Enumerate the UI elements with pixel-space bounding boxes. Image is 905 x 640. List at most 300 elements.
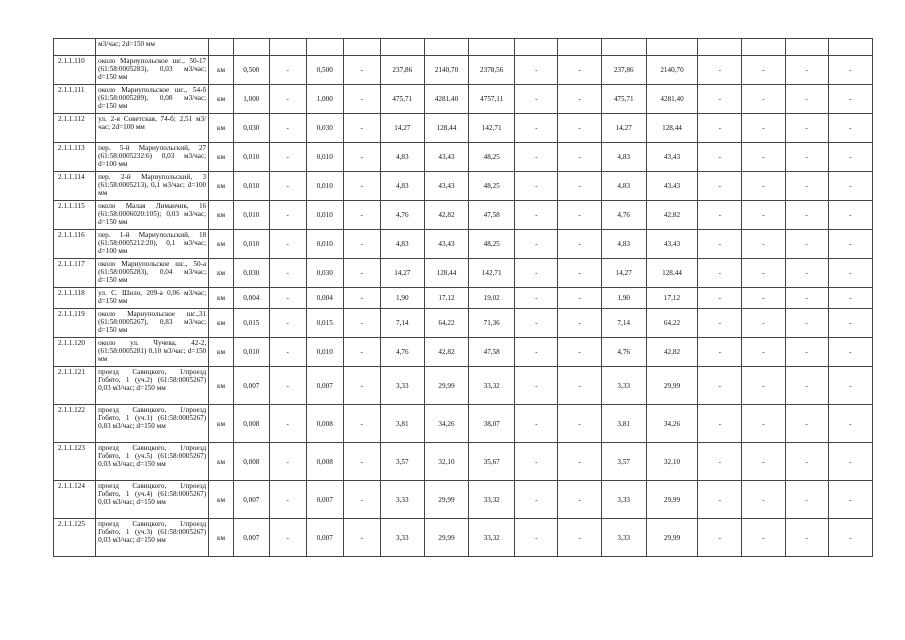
row-value-v7: 48,25 bbox=[469, 143, 515, 172]
row-value-v4: - bbox=[343, 56, 380, 85]
row-value-v8: - bbox=[515, 85, 558, 114]
table-row bbox=[54, 172, 873, 201]
row-value-v15: - bbox=[828, 114, 872, 143]
row-value-v12: - bbox=[698, 443, 742, 481]
row-unit: км bbox=[209, 201, 234, 230]
row-value-v10: 237,86 bbox=[601, 56, 646, 85]
row-value-v14: - bbox=[785, 56, 828, 85]
cell bbox=[646, 39, 697, 56]
row-description: проезд Савицкого, 1/проезд Гобято, 1 (уч.1) (61:58:0005267) 0,83 м3/час; d=150 мм bbox=[96, 405, 209, 443]
row-value-v11: 43,43 bbox=[646, 143, 697, 172]
table-row bbox=[54, 443, 873, 481]
row-description: ул. С. Шило, 209-а 0,06 м3/час; d=150 мм bbox=[96, 288, 209, 309]
row-value-v11: 4281,40 bbox=[646, 85, 697, 114]
row-value-v3: 0,004 bbox=[306, 288, 343, 309]
row-value-v10: 4,83 bbox=[601, 230, 646, 259]
row-value-v6: 29,99 bbox=[424, 367, 468, 405]
cell bbox=[601, 39, 646, 56]
table-row bbox=[54, 405, 873, 443]
row-value-v13: - bbox=[742, 230, 785, 259]
row-code: 2.1.1.114 bbox=[54, 172, 96, 201]
row-value-v15: - bbox=[828, 405, 872, 443]
row-value-v7: 48,25 bbox=[469, 230, 515, 259]
row-value-v15: - bbox=[828, 519, 872, 557]
row-code: 2.1.1.119 bbox=[54, 309, 96, 338]
row-value-v3: 0,010 bbox=[306, 201, 343, 230]
table-row bbox=[54, 201, 873, 230]
row-value-v6: 32,10 bbox=[424, 443, 468, 481]
row-value-v3: 0,007 bbox=[306, 367, 343, 405]
row-value-v11: 43,43 bbox=[646, 172, 697, 201]
cell bbox=[515, 39, 558, 56]
table-row bbox=[54, 143, 873, 172]
cell bbox=[380, 39, 424, 56]
row-value-v7: 142,71 bbox=[469, 259, 515, 288]
row-value-v2: - bbox=[269, 309, 306, 338]
row-value-v3: 0,030 bbox=[306, 259, 343, 288]
row-value-v10: 3,33 bbox=[601, 519, 646, 557]
row-value-v7: 2378,56 bbox=[469, 56, 515, 85]
row-value-v9: - bbox=[558, 85, 601, 114]
row-description: около ул. Чучева, 42-2, (61:58:0005281) 0,10 м3/час; d=150 мм bbox=[96, 338, 209, 367]
row-value-v1: 0,008 bbox=[233, 443, 269, 481]
row-value-v12: - bbox=[698, 309, 742, 338]
row-value-v9: - bbox=[558, 143, 601, 172]
row-value-v2: - bbox=[269, 367, 306, 405]
row-value-v12: - bbox=[698, 405, 742, 443]
row-value-v7: 35,67 bbox=[469, 443, 515, 481]
row-value-v8: - bbox=[515, 201, 558, 230]
row-value-v14: - bbox=[785, 443, 828, 481]
row-value-v2: - bbox=[269, 338, 306, 367]
row-description: пер. 1-й Мариупольский, 18 (61:58:0005212:20), 0,1 м3/час; d=100 мм bbox=[96, 230, 209, 259]
table-row bbox=[54, 114, 873, 143]
row-value-v4: - bbox=[343, 443, 380, 481]
row-description: проезд Савицкого, 1/проезд Гобято, 1 (уч.5) (61:58:0005267) 0,03 м3/час; d=150 мм bbox=[96, 443, 209, 481]
row-value-v4: - bbox=[343, 519, 380, 557]
row-value-v10: 4,83 bbox=[601, 143, 646, 172]
table-row bbox=[54, 367, 873, 405]
row-value-v9: - bbox=[558, 519, 601, 557]
row-value-v1: 0,030 bbox=[233, 114, 269, 143]
row-code: 2.1.1.115 bbox=[54, 201, 96, 230]
row-value-v8: - bbox=[515, 288, 558, 309]
row-value-v5: 3,81 bbox=[380, 405, 424, 443]
row-value-v4: - bbox=[343, 481, 380, 519]
row-description: около Мариупольское шс., 50-а (61:58:0005283), 0,04 м3/час; d=150 мм bbox=[96, 259, 209, 288]
row-code: 2.1.1.110 bbox=[54, 56, 96, 85]
table-row bbox=[54, 519, 873, 557]
row-description: пер. 5-й Мариупольский, 27 (61:58:0005232:6) 0,03 м3/час; d=100 мм bbox=[96, 143, 209, 172]
row-value-v11: 43,43 bbox=[646, 230, 697, 259]
row-value-v9: - bbox=[558, 443, 601, 481]
row-value-v2: - bbox=[269, 201, 306, 230]
row-value-v10: 1,90 bbox=[601, 288, 646, 309]
row-value-v4: - bbox=[343, 367, 380, 405]
row-value-v9: - bbox=[558, 230, 601, 259]
row-value-v10: 7,14 bbox=[601, 309, 646, 338]
cell bbox=[558, 39, 601, 56]
row-value-v13: - bbox=[742, 367, 785, 405]
row-unit: км bbox=[209, 172, 234, 201]
row-value-v14: - bbox=[785, 288, 828, 309]
row-value-v2: - bbox=[269, 288, 306, 309]
row-value-v10: 3,57 bbox=[601, 443, 646, 481]
row-code: 2.1.1.113 bbox=[54, 143, 96, 172]
table-row bbox=[54, 39, 873, 56]
row-value-v1: 0,030 bbox=[233, 259, 269, 288]
row-value-v4: - bbox=[343, 309, 380, 338]
row-value-v13: - bbox=[742, 443, 785, 481]
row-value-v13: - bbox=[742, 405, 785, 443]
row-value-v12: - bbox=[698, 143, 742, 172]
row-value-v8: - bbox=[515, 143, 558, 172]
row-unit: км bbox=[209, 56, 234, 85]
row-value-v7: 47,58 bbox=[469, 338, 515, 367]
row-value-v15: - bbox=[828, 443, 872, 481]
row-value-v14: - bbox=[785, 309, 828, 338]
row-value-v14: - bbox=[785, 230, 828, 259]
row-value-v8: - bbox=[515, 443, 558, 481]
row-code: 2.1.1.123 bbox=[54, 443, 96, 481]
row-value-v1: 0,004 bbox=[233, 288, 269, 309]
row-unit: км bbox=[209, 519, 234, 557]
row-value-v3: 0,030 bbox=[306, 114, 343, 143]
row-value-v9: - bbox=[558, 259, 601, 288]
table-row bbox=[54, 288, 873, 309]
row-value-v8: - bbox=[515, 172, 558, 201]
row-value-v5: 3,33 bbox=[380, 367, 424, 405]
row-value-v6: 43,43 bbox=[424, 172, 468, 201]
row-value-v2: - bbox=[269, 114, 306, 143]
row-value-v5: 7,14 bbox=[380, 309, 424, 338]
row-value-v11: 17,12 bbox=[646, 288, 697, 309]
row-value-v3: 0,010 bbox=[306, 338, 343, 367]
row-value-v1: 0,500 bbox=[233, 56, 269, 85]
row-value-v5: 237,86 bbox=[380, 56, 424, 85]
row-value-v13: - bbox=[742, 172, 785, 201]
row-value-v2: - bbox=[269, 481, 306, 519]
row-value-v4: - bbox=[343, 259, 380, 288]
row-value-v1: 0,015 bbox=[233, 309, 269, 338]
row-value-v5: 14,27 bbox=[380, 259, 424, 288]
row-code: 2.1.1.116 bbox=[54, 230, 96, 259]
row-value-v6: 128,44 bbox=[424, 114, 468, 143]
row-value-v14: - bbox=[785, 405, 828, 443]
row-description: около Мариупольское шс., 50-17 (61:58:0005283), 0,03 м3/час; d=150 мм bbox=[96, 56, 209, 85]
row-value-v15: - bbox=[828, 288, 872, 309]
row-value-v14: - bbox=[785, 114, 828, 143]
row-code: 2.1.1.117 bbox=[54, 259, 96, 288]
row-value-v1: 0,010 bbox=[233, 201, 269, 230]
row-value-v14: - bbox=[785, 481, 828, 519]
row-value-v10: 4,76 bbox=[601, 201, 646, 230]
row-value-v6: 34,26 bbox=[424, 405, 468, 443]
row-value-v2: - bbox=[269, 85, 306, 114]
row-value-v9: - bbox=[558, 338, 601, 367]
row-unit: км bbox=[209, 288, 234, 309]
cell bbox=[742, 39, 785, 56]
row-unit: км bbox=[209, 143, 234, 172]
row-value-v8: - bbox=[515, 481, 558, 519]
row-value-v10: 3,33 bbox=[601, 367, 646, 405]
row-value-v4: - bbox=[343, 288, 380, 309]
row-value-v11: 34,26 bbox=[646, 405, 697, 443]
table-row bbox=[54, 481, 873, 519]
row-value-v7: 47,58 bbox=[469, 201, 515, 230]
row-value-v12: - bbox=[698, 519, 742, 557]
row-code: 2.1.1.124 bbox=[54, 481, 96, 519]
row-value-v8: - bbox=[515, 309, 558, 338]
row-unit: км bbox=[209, 85, 234, 114]
row-value-v8: - bbox=[515, 367, 558, 405]
cell bbox=[209, 39, 234, 56]
row-value-v6: 4281,40 bbox=[424, 85, 468, 114]
cell bbox=[424, 39, 468, 56]
row-value-v6: 43,43 bbox=[424, 143, 468, 172]
row-value-v11: 29,99 bbox=[646, 481, 697, 519]
row-value-v2: - bbox=[269, 56, 306, 85]
row-value-v9: - bbox=[558, 288, 601, 309]
row-value-v10: 4,83 bbox=[601, 172, 646, 201]
row-value-v7: 33,32 bbox=[469, 367, 515, 405]
row-unit: км bbox=[209, 309, 234, 338]
row-value-v1: 0,010 bbox=[233, 230, 269, 259]
row-value-v4: - bbox=[343, 405, 380, 443]
row-unit: км bbox=[209, 338, 234, 367]
row-value-v10: 14,27 bbox=[601, 114, 646, 143]
row-value-v3: 0,500 bbox=[306, 56, 343, 85]
row-value-v11: 29,99 bbox=[646, 519, 697, 557]
row-value-v10: 3,33 bbox=[601, 481, 646, 519]
row-value-v2: - bbox=[269, 172, 306, 201]
row-value-v8: - bbox=[515, 259, 558, 288]
row-value-v5: 4,83 bbox=[380, 143, 424, 172]
cell bbox=[469, 39, 515, 56]
row-value-v7: 38,07 bbox=[469, 405, 515, 443]
row-unit: км bbox=[209, 230, 234, 259]
row-value-v13: - bbox=[742, 338, 785, 367]
row-value-v5: 3,33 bbox=[380, 481, 424, 519]
row-value-v1: 1,000 bbox=[233, 85, 269, 114]
row-value-v3: 0,008 bbox=[306, 405, 343, 443]
row-value-v13: - bbox=[742, 85, 785, 114]
row-value-v4: - bbox=[343, 114, 380, 143]
row-value-v9: - bbox=[558, 405, 601, 443]
row-value-v6: 128,44 bbox=[424, 259, 468, 288]
row-code: 2.1.1.122 bbox=[54, 405, 96, 443]
row-value-v12: - bbox=[698, 288, 742, 309]
row-value-v6: 17,12 bbox=[424, 288, 468, 309]
row-value-v13: - bbox=[742, 288, 785, 309]
row-value-v12: - bbox=[698, 201, 742, 230]
row-unit: км bbox=[209, 259, 234, 288]
row-value-v5: 4,83 bbox=[380, 172, 424, 201]
row-description: проезд Савицкого, 1/проезд Гобято, 1 (уч.4) (61:58:0005267) 0,03 м3/час; d=150 мм bbox=[96, 481, 209, 519]
row-code bbox=[54, 39, 96, 56]
cell bbox=[269, 39, 306, 56]
row-value-v2: - bbox=[269, 230, 306, 259]
row-value-v4: - bbox=[343, 172, 380, 201]
cell bbox=[306, 39, 343, 56]
row-value-v5: 4,76 bbox=[380, 338, 424, 367]
row-description: проезд Савицкого, 1/проезд Гобято, 1 (уч.3) (61:58:0005267) 0,03 м3/час; d=150 мм bbox=[96, 519, 209, 557]
row-code: 2.1.1.125 bbox=[54, 519, 96, 557]
row-value-v13: - bbox=[742, 143, 785, 172]
row-value-v6: 64,22 bbox=[424, 309, 468, 338]
row-value-v15: - bbox=[828, 56, 872, 85]
row-value-v14: - bbox=[785, 143, 828, 172]
row-value-v11: 2140,70 bbox=[646, 56, 697, 85]
cell bbox=[233, 39, 269, 56]
row-unit: км bbox=[209, 405, 234, 443]
row-value-v13: - bbox=[742, 114, 785, 143]
row-value-v14: - bbox=[785, 259, 828, 288]
row-value-v9: - bbox=[558, 114, 601, 143]
row-value-v10: 3,81 bbox=[601, 405, 646, 443]
row-value-v2: - bbox=[269, 405, 306, 443]
row-value-v12: - bbox=[698, 172, 742, 201]
row-value-v5: 3,57 bbox=[380, 443, 424, 481]
row-description: около Малая Лиманчик, 16 (61:58:0006020:105); 0,03 м3/час; d=150 мм bbox=[96, 201, 209, 230]
row-description: около Мариупольское шс.,31 (61:58:0005267), 0,83 м3/час; d=150 мм bbox=[96, 309, 209, 338]
document-page bbox=[53, 38, 873, 557]
row-value-v6: 2140,70 bbox=[424, 56, 468, 85]
row-value-v4: - bbox=[343, 85, 380, 114]
row-value-v8: - bbox=[515, 230, 558, 259]
row-value-v12: - bbox=[698, 114, 742, 143]
investment-table bbox=[53, 38, 873, 557]
row-value-v1: 0,007 bbox=[233, 481, 269, 519]
row-value-v5: 475,71 bbox=[380, 85, 424, 114]
row-value-v5: 1,90 bbox=[380, 288, 424, 309]
row-value-v13: - bbox=[742, 259, 785, 288]
row-value-v2: - bbox=[269, 443, 306, 481]
row-value-v2: - bbox=[269, 259, 306, 288]
row-value-v14: - bbox=[785, 85, 828, 114]
row-value-v3: 0,010 bbox=[306, 172, 343, 201]
row-value-v2: - bbox=[269, 519, 306, 557]
row-value-v4: - bbox=[343, 201, 380, 230]
row-value-v3: 0,015 bbox=[306, 309, 343, 338]
row-code: 2.1.1.112 bbox=[54, 114, 96, 143]
row-value-v9: - bbox=[558, 309, 601, 338]
row-value-v13: - bbox=[742, 56, 785, 85]
row-value-v6: 29,99 bbox=[424, 519, 468, 557]
row-value-v11: 32,10 bbox=[646, 443, 697, 481]
row-unit: км bbox=[209, 367, 234, 405]
row-value-v7: 48,25 bbox=[469, 172, 515, 201]
row-value-v6: 42,82 bbox=[424, 201, 468, 230]
cell bbox=[785, 39, 828, 56]
row-value-v7: 4757,11 bbox=[469, 85, 515, 114]
row-unit: км bbox=[209, 114, 234, 143]
row-description: ул. 2-я Советская, 74-б; 2,51 м3/час; 2d=100 мм bbox=[96, 114, 209, 143]
row-value-v12: - bbox=[698, 367, 742, 405]
row-value-v14: - bbox=[785, 172, 828, 201]
row-value-v7: 33,32 bbox=[469, 481, 515, 519]
row-value-v8: - bbox=[515, 56, 558, 85]
row-value-v3: 1,000 bbox=[306, 85, 343, 114]
row-value-v5: 4,83 bbox=[380, 230, 424, 259]
row-value-v15: - bbox=[828, 143, 872, 172]
row-value-v3: 0,008 bbox=[306, 443, 343, 481]
row-value-v12: - bbox=[698, 259, 742, 288]
row-code: 2.1.1.111 bbox=[54, 85, 96, 114]
row-value-v3: 0,007 bbox=[306, 481, 343, 519]
table-row bbox=[54, 338, 873, 367]
row-value-v1: 0,008 bbox=[233, 405, 269, 443]
row-value-v12: - bbox=[698, 85, 742, 114]
row-value-v13: - bbox=[742, 309, 785, 338]
row-value-v15: - bbox=[828, 201, 872, 230]
cell bbox=[698, 39, 742, 56]
row-value-v8: - bbox=[515, 405, 558, 443]
row-value-v5: 3,33 bbox=[380, 519, 424, 557]
row-value-v9: - bbox=[558, 172, 601, 201]
table-row bbox=[54, 309, 873, 338]
row-value-v8: - bbox=[515, 519, 558, 557]
row-value-v8: - bbox=[515, 338, 558, 367]
table-row bbox=[54, 56, 873, 85]
table-row bbox=[54, 230, 873, 259]
row-value-v6: 42,82 bbox=[424, 338, 468, 367]
row-value-v15: - bbox=[828, 259, 872, 288]
row-value-v15: - bbox=[828, 309, 872, 338]
row-value-v3: 0,010 bbox=[306, 143, 343, 172]
row-value-v1: 0,007 bbox=[233, 367, 269, 405]
table-row bbox=[54, 259, 873, 288]
row-value-v11: 128,44 bbox=[646, 259, 697, 288]
row-value-v7: 33,32 bbox=[469, 519, 515, 557]
row-value-v12: - bbox=[698, 338, 742, 367]
row-value-v14: - bbox=[785, 367, 828, 405]
row-value-v7: 71,36 bbox=[469, 309, 515, 338]
row-value-v11: 29,99 bbox=[646, 367, 697, 405]
row-value-v7: 19,02 bbox=[469, 288, 515, 309]
row-value-v9: - bbox=[558, 481, 601, 519]
row-value-v9: - bbox=[558, 56, 601, 85]
cell bbox=[828, 39, 872, 56]
row-value-v15: - bbox=[828, 230, 872, 259]
row-value-v1: 0,010 bbox=[233, 143, 269, 172]
row-value-v4: - bbox=[343, 338, 380, 367]
row-unit: км bbox=[209, 443, 234, 481]
row-value-v1: 0,010 bbox=[233, 172, 269, 201]
row-value-v6: 43,43 bbox=[424, 230, 468, 259]
row-value-v6: 29,99 bbox=[424, 481, 468, 519]
row-value-v5: 14,27 bbox=[380, 114, 424, 143]
row-value-v9: - bbox=[558, 367, 601, 405]
row-value-v12: - bbox=[698, 481, 742, 519]
row-value-v1: 0,007 bbox=[233, 519, 269, 557]
row-value-v15: - bbox=[828, 338, 872, 367]
row-value-v7: 142,71 bbox=[469, 114, 515, 143]
row-value-v14: - bbox=[785, 338, 828, 367]
row-description: м3/час; 2d=150 мм bbox=[96, 39, 209, 56]
row-value-v14: - bbox=[785, 519, 828, 557]
row-value-v10: 475,71 bbox=[601, 85, 646, 114]
row-value-v15: - bbox=[828, 367, 872, 405]
row-code: 2.1.1.118 bbox=[54, 288, 96, 309]
row-value-v8: - bbox=[515, 114, 558, 143]
row-value-v15: - bbox=[828, 172, 872, 201]
row-code: 2.1.1.120 bbox=[54, 338, 96, 367]
row-description: пер. 2-й Мариупольский, 3 (61:58:0005213), 0,1 м3/час; d=100 мм bbox=[96, 172, 209, 201]
row-value-v12: - bbox=[698, 56, 742, 85]
row-value-v13: - bbox=[742, 519, 785, 557]
row-value-v15: - bbox=[828, 85, 872, 114]
